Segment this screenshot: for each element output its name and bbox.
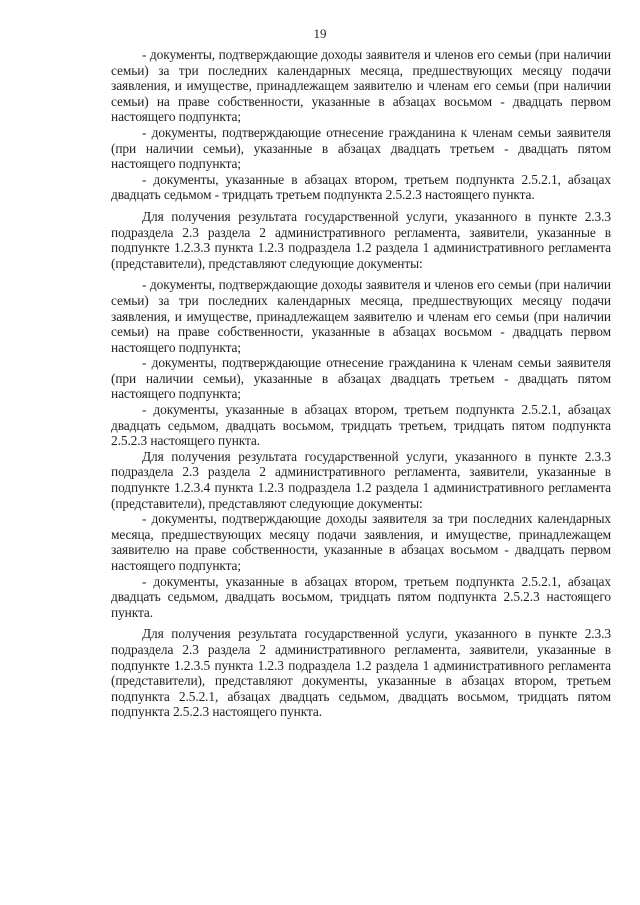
paragraph-4: Для получения результата государственной услуги, указанного в пункте 2.3.3 подраздела 2.3 раздела 2 административного регламента, заявители, указанные в подпункте 1.2.3.3 пункта 1.2.3 подраздела 1.2 раздела 1 административного регламента (представители), представляют следующие документы: (111, 208, 611, 271)
document-body (111, 47, 611, 720)
paragraph-5: - документы, подтверждающие доходы заявителя и членов его семьи (при наличии семьи) за три последних календарных месяца, предшествующих месяцу подачи заявления, и имуществе, принадлежащем заявителю и членам его семьи (при наличии семьи) на праве собственности, указанные в абзацах восьмом - двадцать первом настоящего подпункта; (111, 277, 611, 355)
paragraph-11: Для получения результата государственной услуги, указанного в пункте 2.3.3 подраздела 2.3 раздела 2 административного регламента, заявители, указанные в подпункте 1.2.3.5 пункта 1.2.3 подраздела 1.2 раздела 1 административного регламента (представители), представляют документы, указанные в абзацах втором, третьем подпункта 2.5.2.1, абзацах двадцать седьмом, двадцать восьмом, тридцать пятом подпункта 2.5.2.3 настоящего пункта. (111, 626, 611, 720)
paragraph-9: - документы, подтверждающие доходы заявителя за три последних календарных месяца, предшествующих месяцу подачи заявления, и имуществе, принадлежащем заявителю на праве собственности, указанные в абзацах восьмом - двадцать первом настоящего подпункта; (111, 511, 611, 573)
page-number: 19 (313, 26, 327, 41)
paragraph-7: - документы, указанные в абзацах втором, третьем подпункта 2.5.2.1, абзацах двадцать седьмом, двадцать восьмом, тридцать третьем, тридцать пятом подпункта 2.5.2.3 настоящего пункта. (111, 402, 611, 449)
paragraph-1: - документы, подтверждающие доходы заявителя и членов его семьи (при наличии семьи) за три последних календарных месяца, предшествующих месяцу подачи заявления, и имуществе, принадлежащем заявителю и членам его семьи (при наличии семьи) на праве собственности, указанные в абзацах восьмом - двадцать первом настоящего подпункта; (111, 47, 611, 125)
paragraph-8: Для получения результата государственной услуги, указанного в пункте 2.3.3 подраздела 2.3 раздела 2 административного регламента, заявители, указанные в подпункте 1.2.3.4 пункта 1.2.3 подраздела 1.2 раздела 1 административного регламента (представители), представляют следующие документы: (111, 448, 611, 511)
paragraph-6: - документы, подтверждающие отнесение гражданина к членам семьи заявителя (при наличии семьи), указанные в абзацах двадцать третьем - двадцать пятом настоящего подпункта; (111, 355, 611, 402)
paragraph-2: - документы, подтверждающие отнесение гражданина к членам семьи заявителя (при наличии семьи), указанные в абзацах двадцать третьем - двадцать пятом настоящего подпункта; (111, 124, 611, 172)
paragraph-3: - документы, указанные в абзацах втором, третьем подпункта 2.5.2.1, абзацах двадцать седьмом - тридцать третьем подпункта 2.5.2.3 настоящего пункта. (111, 171, 611, 203)
paragraph-10: - документы, указанные в абзацах втором, третьем подпункта 2.5.2.1, абзацах двадцать седьмом, двадцать восьмом, тридцать пятом подпункта 2.5.2.3 настоящего пункта. (111, 573, 611, 620)
